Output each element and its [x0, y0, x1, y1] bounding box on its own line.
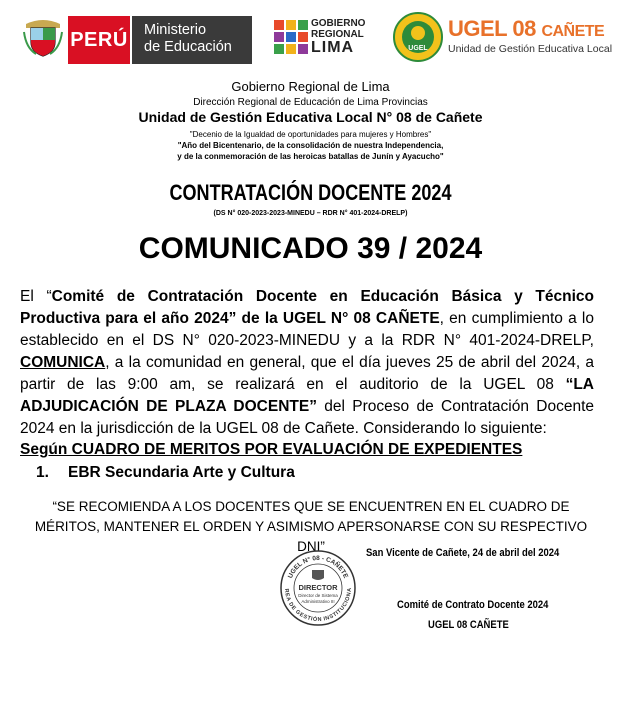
stamp-mid2-text: Director de Sistema — [298, 593, 338, 598]
ugel-seal-text: UGEL — [408, 45, 428, 52]
ugel-seal-icon — [393, 12, 443, 62]
ministerio-educacion-logo — [132, 16, 252, 64]
body-comunica: COMUNICA — [20, 354, 106, 371]
gobierno-regional-lima-logo — [311, 18, 371, 55]
stamp-director-text: DIRECTOR — [298, 583, 338, 592]
stamp-top-text: UGEL N° 08 - CAÑETE — [286, 554, 350, 580]
comunicado-title: COMUNICADO 39 / 2024 — [138, 232, 483, 265]
gobierno-regional-heading: Gobierno Regional de Lima — [231, 79, 390, 94]
direccion-regional-heading: Dirección Regional de Educación de Lima Provincias — [193, 97, 428, 108]
body-text-3: , a la comunidad en general, que el día jueves 25 de abril del 2024, a partir de las 9:00 am, se realizará en el auditorio de la UGEL 08 — [20, 354, 594, 393]
body-text-1: El “ — [20, 288, 52, 305]
body-bold-comite: Comité de Contratación Docente en Educación Básica y Técnico Productiva para el año 2024” de la UGEL N° 08 CAÑETE — [20, 288, 595, 327]
body-text-4: del Proceso de Contratación Docente 2024 en la jurisdicción de la UGEL 08 de Cañete. Considerando lo siguiente: — [20, 398, 594, 437]
recomendacion-text: “SE RECOMIENDA A LOS DOCENTES QUE SE ENCUENTREN EN EL CUADRO DE MÉRITOS, MANTENER EL ORDEN Y ASIMISMO APERSONARSE CON SU RESPECTIVO DNI” — [34, 499, 588, 554]
decenio-motto: "Decenio de la Igualdad de oportunidades para mujeres y Hombres" — [189, 130, 432, 139]
peru-logo-label: PERÚ — [70, 28, 128, 51]
ugel-subtitle: Unidad de Gestión Educativa Local — [448, 43, 613, 55]
gobierno-regional-lima-icon — [274, 20, 308, 54]
normas-reference: (DS N° 020-2023-2023-MINEDU – RDR N° 401-2024-DRELP) — [213, 210, 408, 217]
ugel-name-label: UGEL 08 — [448, 16, 536, 41]
segun-cuadro-heading: Según CUADRO DE MERITOS POR EVALUACIÓN DE EXPEDIENTES — [20, 441, 523, 458]
ministerio-line2: de Educación — [144, 39, 232, 55]
ministerio-line1: Ministerio — [144, 22, 207, 38]
list-item-label: EBR Secundaria Arte y Cultura — [68, 464, 295, 481]
firma-ugel: UGEL 08 CAÑETE — [428, 619, 509, 631]
contratacion-title: CONTRATACIÓN DOCENTE 2024 — [169, 180, 452, 205]
stamp-bottom-text: REA DE GESTIÓN INSTITUCIONA — [282, 587, 354, 624]
gobierno-line1: GOBIERNO — [311, 18, 366, 29]
list-item-number: 1. — [36, 464, 49, 481]
list-item — [36, 464, 295, 482]
gobierno-line3: LIMA — [311, 39, 355, 56]
anio-motto-line1: "Año del Bicentenario, de la consolidación de nuestra Independencia, — [177, 141, 444, 150]
body-text-2: , en cumplimiento a lo establecido en el DS N° 020-2023-MINEDU y a la RDR N° 401-2024-DRELP, — [20, 310, 594, 349]
ugel-name — [448, 16, 604, 42]
firma-comite: Comité de Contrato Docente 2024 — [397, 599, 549, 611]
stamp-mid3-text: Administrativo III — [301, 599, 335, 604]
unidad-gestion-heading: Unidad de Gestión Educativa Local N° 08 de Cañete — [138, 109, 483, 125]
director-stamp-icon — [278, 548, 358, 628]
gobierno-line2: REGIONAL — [311, 29, 364, 40]
peru-coat-of-arms-icon — [22, 18, 64, 58]
peru-logo — [68, 16, 130, 64]
ugel-canete-label: CAÑETE — [541, 23, 605, 40]
fecha-lugar: San Vicente de Cañete, 24 de abril del 2024 — [366, 547, 560, 559]
comunicado-body — [20, 286, 594, 440]
body-bold-adjudicacion: “LA ADJUDICACIÓN DE PLAZA DOCENTE” — [20, 376, 594, 415]
anio-motto-line2: y de la conmemoración de las heroicas batallas de Junín y Ayacucho" — [177, 152, 444, 161]
